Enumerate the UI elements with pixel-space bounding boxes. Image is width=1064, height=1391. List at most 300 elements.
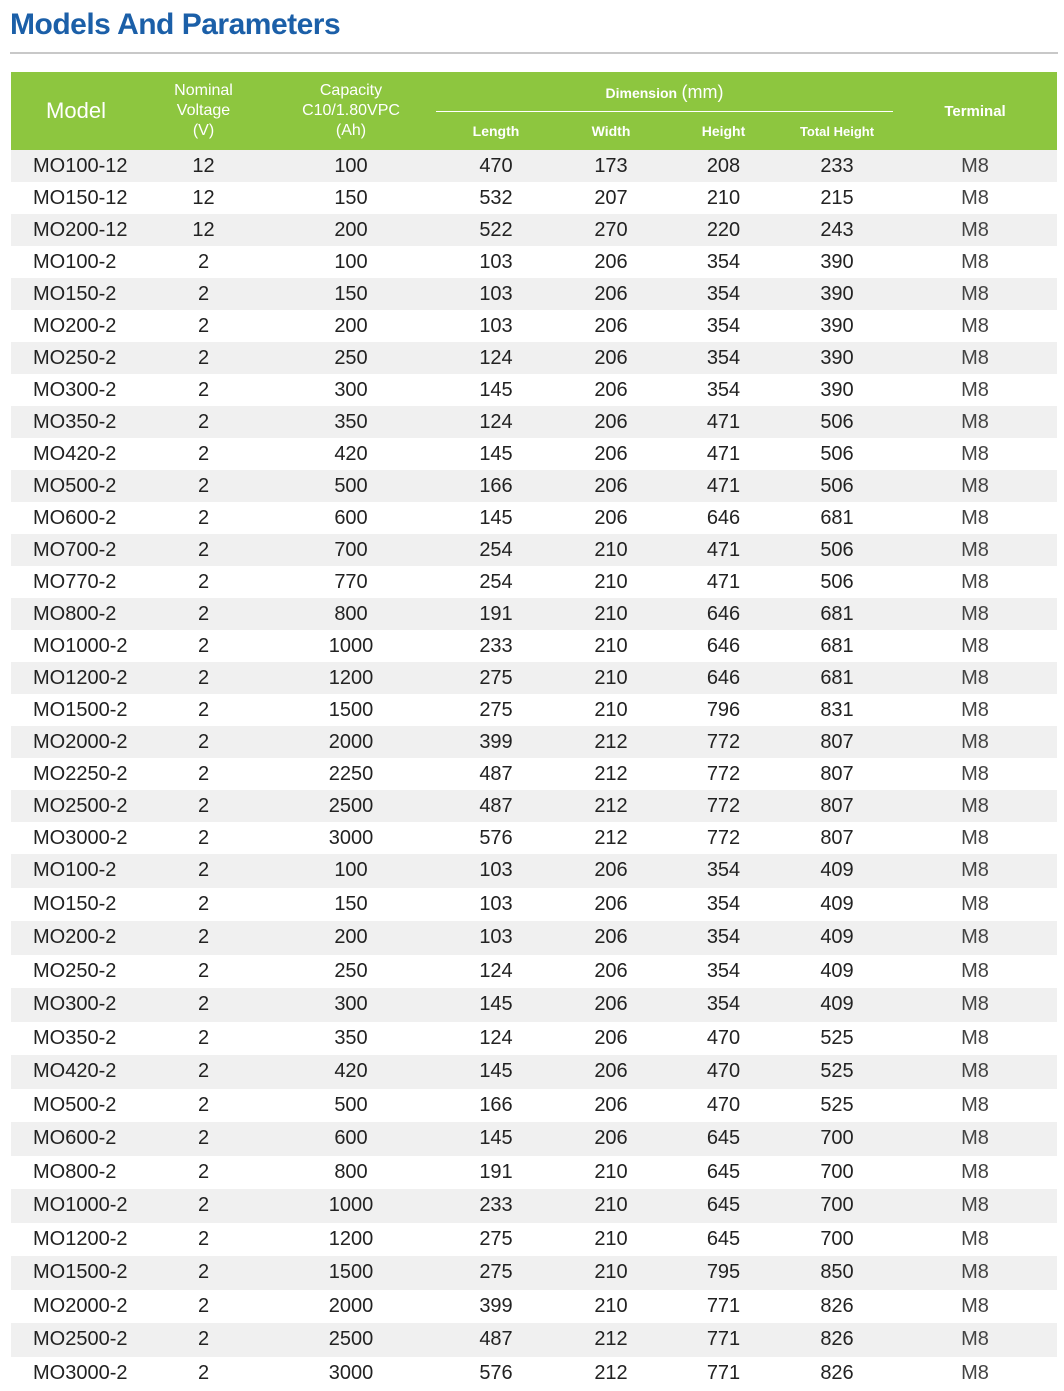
cell-total-height: 506 <box>781 470 893 502</box>
cell-voltage: 2 <box>141 1055 266 1089</box>
cell-length: 145 <box>436 988 556 1022</box>
cell-capacity: 200 <box>266 214 436 246</box>
cell-capacity: 500 <box>266 470 436 502</box>
table-row <box>11 1223 1057 1257</box>
cell-terminal: M8 <box>893 1357 1057 1391</box>
cell-width: 212 <box>556 1357 666 1391</box>
cell-terminal: M8 <box>893 1256 1057 1290</box>
table-row <box>11 470 1057 502</box>
cell-total-height: 409 <box>781 854 893 888</box>
cell-total-height: 831 <box>781 694 893 726</box>
header-voltage-line1: Nominal <box>174 82 233 99</box>
cell-model: MO1500-2 <box>11 1256 141 1290</box>
cell-width: 212 <box>556 822 666 854</box>
cell-total-height: 525 <box>781 1089 893 1123</box>
cell-model: MO2500-2 <box>11 790 141 822</box>
cell-length: 145 <box>436 374 556 406</box>
cell-capacity: 600 <box>266 502 436 534</box>
table-row <box>11 822 1057 854</box>
cell-voltage: 2 <box>141 1122 266 1156</box>
cell-voltage: 2 <box>141 630 266 662</box>
cell-length: 166 <box>436 1089 556 1123</box>
cell-capacity: 350 <box>266 406 436 438</box>
cell-total-height: 700 <box>781 1156 893 1190</box>
table-row <box>11 150 1057 182</box>
cell-height: 471 <box>666 406 781 438</box>
dimension-divider <box>436 111 893 112</box>
cell-terminal: M8 <box>893 758 1057 790</box>
cell-height: 772 <box>666 726 781 758</box>
title-divider <box>10 52 1058 54</box>
cell-total-height: 826 <box>781 1357 893 1391</box>
cell-width: 206 <box>556 1122 666 1156</box>
cell-total-height: 506 <box>781 534 893 566</box>
cell-model: MO100-2 <box>11 854 141 888</box>
cell-voltage: 12 <box>141 182 266 214</box>
cell-voltage: 2 <box>141 534 266 566</box>
cell-total-height: 506 <box>781 406 893 438</box>
cell-total-height: 506 <box>781 438 893 470</box>
cell-capacity: 1200 <box>266 662 436 694</box>
cell-width: 173 <box>556 150 666 182</box>
cell-terminal: M8 <box>893 921 1057 955</box>
cell-voltage: 2 <box>141 955 266 989</box>
table-row <box>11 246 1057 278</box>
table-row <box>11 1357 1057 1391</box>
cell-width: 210 <box>556 566 666 598</box>
table-row <box>11 1055 1057 1089</box>
models-table <box>11 72 1057 1390</box>
header-width: Width <box>556 112 666 150</box>
cell-model: MO250-2 <box>11 955 141 989</box>
cell-total-height: 409 <box>781 888 893 922</box>
cell-height: 796 <box>666 694 781 726</box>
cell-total-height: 215 <box>781 182 893 214</box>
cell-width: 210 <box>556 630 666 662</box>
cell-width: 206 <box>556 406 666 438</box>
cell-capacity: 300 <box>266 374 436 406</box>
cell-model: MO2000-2 <box>11 1290 141 1324</box>
cell-width: 210 <box>556 534 666 566</box>
header-capacity-line1: Capacity <box>319 82 383 99</box>
cell-width: 212 <box>556 758 666 790</box>
cell-total-height: 409 <box>781 921 893 955</box>
cell-model: MO420-2 <box>11 1055 141 1089</box>
cell-length: 103 <box>436 246 556 278</box>
header-voltage-line3: (V) <box>192 122 215 139</box>
cell-capacity: 200 <box>266 921 436 955</box>
cell-total-height: 390 <box>781 246 893 278</box>
cell-total-height: 681 <box>781 502 893 534</box>
cell-model: MO600-2 <box>11 502 141 534</box>
cell-model: MO770-2 <box>11 566 141 598</box>
table-row <box>11 502 1057 534</box>
cell-length: 124 <box>436 955 556 989</box>
cell-height: 354 <box>666 955 781 989</box>
cell-width: 206 <box>556 342 666 374</box>
cell-width: 210 <box>556 662 666 694</box>
cell-voltage: 2 <box>141 278 266 310</box>
cell-terminal: M8 <box>893 438 1057 470</box>
cell-length: 576 <box>436 1357 556 1391</box>
cell-height: 208 <box>666 150 781 182</box>
cell-terminal: M8 <box>893 1089 1057 1123</box>
cell-width: 206 <box>556 470 666 502</box>
cell-height: 772 <box>666 790 781 822</box>
cell-height: 645 <box>666 1122 781 1156</box>
cell-terminal: M8 <box>893 1022 1057 1056</box>
cell-voltage: 2 <box>141 854 266 888</box>
cell-length: 166 <box>436 470 556 502</box>
cell-voltage: 2 <box>141 822 266 854</box>
cell-length: 103 <box>436 921 556 955</box>
cell-length: 124 <box>436 406 556 438</box>
cell-voltage: 2 <box>141 598 266 630</box>
cell-capacity: 300 <box>266 988 436 1022</box>
cell-voltage: 2 <box>141 246 266 278</box>
cell-length: 275 <box>436 694 556 726</box>
cell-height: 771 <box>666 1290 781 1324</box>
table-row <box>11 694 1057 726</box>
cell-height: 210 <box>666 182 781 214</box>
cell-length: 191 <box>436 1156 556 1190</box>
cell-voltage: 2 <box>141 921 266 955</box>
cell-terminal: M8 <box>893 534 1057 566</box>
cell-width: 206 <box>556 1055 666 1089</box>
cell-height: 771 <box>666 1323 781 1357</box>
cell-length: 254 <box>436 566 556 598</box>
cell-capacity: 150 <box>266 888 436 922</box>
cell-width: 210 <box>556 1290 666 1324</box>
cell-model: MO2500-2 <box>11 1323 141 1357</box>
table-row <box>11 790 1057 822</box>
cell-length: 124 <box>436 342 556 374</box>
cell-total-height: 506 <box>781 566 893 598</box>
cell-terminal: M8 <box>893 988 1057 1022</box>
table-row <box>11 182 1057 214</box>
cell-model: MO150-2 <box>11 888 141 922</box>
header-capacity <box>266 72 436 150</box>
cell-terminal: M8 <box>893 630 1057 662</box>
header-length: Length <box>436 112 556 150</box>
cell-model: MO3000-2 <box>11 822 141 854</box>
cell-model: MO500-2 <box>11 470 141 502</box>
cell-total-height: 807 <box>781 790 893 822</box>
cell-length: 103 <box>436 278 556 310</box>
cell-terminal: M8 <box>893 150 1057 182</box>
header-height: Height <box>666 112 781 150</box>
cell-total-height: 390 <box>781 278 893 310</box>
cell-total-height: 700 <box>781 1122 893 1156</box>
cell-length: 576 <box>436 822 556 854</box>
cell-height: 354 <box>666 921 781 955</box>
cell-capacity: 800 <box>266 598 436 630</box>
table-row <box>11 1122 1057 1156</box>
table-row <box>11 662 1057 694</box>
cell-length: 145 <box>436 1122 556 1156</box>
table-row <box>11 598 1057 630</box>
cell-terminal: M8 <box>893 822 1057 854</box>
cell-width: 206 <box>556 888 666 922</box>
table-row <box>11 534 1057 566</box>
cell-voltage: 2 <box>141 502 266 534</box>
header-row-top <box>11 72 1057 112</box>
cell-height: 646 <box>666 598 781 630</box>
cell-terminal: M8 <box>893 1323 1057 1357</box>
cell-terminal: M8 <box>893 1223 1057 1257</box>
cell-model: MO350-2 <box>11 1022 141 1056</box>
cell-capacity: 150 <box>266 182 436 214</box>
cell-voltage: 2 <box>141 790 266 822</box>
table-row <box>11 758 1057 790</box>
cell-height: 771 <box>666 1357 781 1391</box>
cell-terminal: M8 <box>893 342 1057 374</box>
cell-height: 354 <box>666 988 781 1022</box>
cell-capacity: 250 <box>266 955 436 989</box>
cell-height: 354 <box>666 854 781 888</box>
cell-length: 487 <box>436 1323 556 1357</box>
cell-terminal: M8 <box>893 955 1057 989</box>
cell-model: MO250-2 <box>11 342 141 374</box>
cell-terminal: M8 <box>893 406 1057 438</box>
cell-length: 103 <box>436 310 556 342</box>
cell-capacity: 1500 <box>266 694 436 726</box>
cell-capacity: 500 <box>266 1089 436 1123</box>
cell-capacity: 100 <box>266 150 436 182</box>
header-model: Model <box>11 72 141 150</box>
cell-terminal: M8 <box>893 182 1057 214</box>
cell-length: 233 <box>436 630 556 662</box>
cell-height: 795 <box>666 1256 781 1290</box>
cell-capacity: 2250 <box>266 758 436 790</box>
cell-width: 206 <box>556 1089 666 1123</box>
cell-model: MO2000-2 <box>11 726 141 758</box>
cell-model: MO1200-2 <box>11 662 141 694</box>
table-row <box>11 374 1057 406</box>
cell-width: 206 <box>556 921 666 955</box>
table-row <box>11 1156 1057 1190</box>
cell-terminal: M8 <box>893 726 1057 758</box>
cell-capacity: 700 <box>266 534 436 566</box>
table-body <box>11 150 1057 1390</box>
cell-model: MO420-2 <box>11 438 141 470</box>
cell-voltage: 2 <box>141 1089 266 1123</box>
cell-model: MO300-2 <box>11 988 141 1022</box>
table-row <box>11 888 1057 922</box>
cell-voltage: 2 <box>141 342 266 374</box>
cell-voltage: 12 <box>141 214 266 246</box>
cell-terminal: M8 <box>893 566 1057 598</box>
cell-model: MO300-2 <box>11 374 141 406</box>
cell-terminal: M8 <box>893 374 1057 406</box>
cell-model: MO1500-2 <box>11 694 141 726</box>
cell-voltage: 2 <box>141 1357 266 1391</box>
table-row <box>11 278 1057 310</box>
cell-height: 646 <box>666 630 781 662</box>
cell-terminal: M8 <box>893 214 1057 246</box>
cell-total-height: 807 <box>781 758 893 790</box>
table-row <box>11 921 1057 955</box>
cell-capacity: 350 <box>266 1022 436 1056</box>
cell-total-height: 681 <box>781 630 893 662</box>
cell-terminal: M8 <box>893 1156 1057 1190</box>
cell-voltage: 2 <box>141 470 266 502</box>
cell-terminal: M8 <box>893 888 1057 922</box>
cell-height: 772 <box>666 822 781 854</box>
cell-terminal: M8 <box>893 470 1057 502</box>
cell-length: 275 <box>436 1256 556 1290</box>
cell-height: 471 <box>666 566 781 598</box>
cell-capacity: 420 <box>266 438 436 470</box>
cell-model: MO500-2 <box>11 1089 141 1123</box>
cell-model: MO200-2 <box>11 921 141 955</box>
cell-length: 275 <box>436 1223 556 1257</box>
cell-total-height: 826 <box>781 1323 893 1357</box>
cell-height: 354 <box>666 374 781 406</box>
cell-height: 470 <box>666 1089 781 1123</box>
table-row <box>11 1089 1057 1123</box>
cell-length: 275 <box>436 662 556 694</box>
cell-width: 210 <box>556 1156 666 1190</box>
table-row <box>11 1323 1057 1357</box>
cell-voltage: 2 <box>141 1189 266 1223</box>
table-row <box>11 342 1057 374</box>
cell-terminal: M8 <box>893 598 1057 630</box>
cell-height: 645 <box>666 1189 781 1223</box>
cell-capacity: 150 <box>266 278 436 310</box>
cell-width: 206 <box>556 988 666 1022</box>
cell-total-height: 807 <box>781 822 893 854</box>
table-row <box>11 1022 1057 1056</box>
cell-capacity: 2000 <box>266 1290 436 1324</box>
cell-capacity: 770 <box>266 566 436 598</box>
header-capacity-line2: C10/1.80VPC <box>302 102 400 119</box>
table-row <box>11 726 1057 758</box>
cell-terminal: M8 <box>893 246 1057 278</box>
cell-length: 191 <box>436 598 556 630</box>
cell-length: 399 <box>436 726 556 758</box>
cell-capacity: 100 <box>266 854 436 888</box>
table-row <box>11 310 1057 342</box>
cell-height: 354 <box>666 278 781 310</box>
cell-model: MO150-2 <box>11 278 141 310</box>
table-row <box>11 406 1057 438</box>
cell-capacity: 200 <box>266 310 436 342</box>
cell-capacity: 100 <box>266 246 436 278</box>
cell-length: 233 <box>436 1189 556 1223</box>
cell-model: MO100-2 <box>11 246 141 278</box>
cell-width: 212 <box>556 1323 666 1357</box>
cell-length: 470 <box>436 150 556 182</box>
cell-capacity: 2000 <box>266 726 436 758</box>
cell-width: 270 <box>556 214 666 246</box>
cell-width: 206 <box>556 278 666 310</box>
table-row <box>11 955 1057 989</box>
cell-total-height: 826 <box>781 1290 893 1324</box>
cell-capacity: 2500 <box>266 790 436 822</box>
cell-capacity: 1200 <box>266 1223 436 1257</box>
header-dimension-title: Dimension <box>605 84 678 101</box>
cell-length: 532 <box>436 182 556 214</box>
cell-height: 645 <box>666 1223 781 1257</box>
cell-model: MO150-12 <box>11 182 141 214</box>
cell-length: 487 <box>436 790 556 822</box>
cell-height: 646 <box>666 662 781 694</box>
cell-capacity: 1000 <box>266 1189 436 1223</box>
header-capacity-line3: (Ah) <box>335 122 367 139</box>
cell-width: 210 <box>556 1256 666 1290</box>
cell-terminal: M8 <box>893 1290 1057 1324</box>
cell-height: 471 <box>666 534 781 566</box>
cell-length: 145 <box>436 502 556 534</box>
table-row <box>11 1290 1057 1324</box>
cell-voltage: 2 <box>141 694 266 726</box>
cell-terminal: M8 <box>893 502 1057 534</box>
cell-voltage: 2 <box>141 1256 266 1290</box>
table-row <box>11 214 1057 246</box>
cell-model: MO200-2 <box>11 310 141 342</box>
header-terminal: Terminal <box>893 72 1057 150</box>
cell-length: 145 <box>436 438 556 470</box>
cell-width: 206 <box>556 246 666 278</box>
cell-height: 471 <box>666 438 781 470</box>
cell-height: 354 <box>666 342 781 374</box>
cell-width: 212 <box>556 790 666 822</box>
cell-width: 206 <box>556 502 666 534</box>
header-dimension <box>436 72 893 112</box>
cell-model: MO700-2 <box>11 534 141 566</box>
cell-total-height: 700 <box>781 1189 893 1223</box>
cell-height: 772 <box>666 758 781 790</box>
cell-total-height: 390 <box>781 310 893 342</box>
header-voltage-line2: Voltage <box>176 102 231 119</box>
cell-terminal: M8 <box>893 694 1057 726</box>
table-row <box>11 1256 1057 1290</box>
table-row <box>11 630 1057 662</box>
cell-total-height: 681 <box>781 662 893 694</box>
cell-capacity: 600 <box>266 1122 436 1156</box>
cell-model: MO800-2 <box>11 1156 141 1190</box>
cell-voltage: 2 <box>141 310 266 342</box>
cell-width: 210 <box>556 694 666 726</box>
cell-width: 212 <box>556 726 666 758</box>
cell-capacity: 1000 <box>266 630 436 662</box>
cell-terminal: M8 <box>893 790 1057 822</box>
header-dimension-unit: (mm) <box>681 81 724 102</box>
cell-width: 207 <box>556 182 666 214</box>
table-row <box>11 988 1057 1022</box>
cell-total-height: 525 <box>781 1022 893 1056</box>
header-total-height: Total Height <box>781 112 893 150</box>
cell-length: 124 <box>436 1022 556 1056</box>
table-row <box>11 854 1057 888</box>
cell-width: 206 <box>556 854 666 888</box>
cell-capacity: 420 <box>266 1055 436 1089</box>
cell-height: 220 <box>666 214 781 246</box>
cell-model: MO1000-2 <box>11 630 141 662</box>
cell-voltage: 2 <box>141 1223 266 1257</box>
cell-total-height: 807 <box>781 726 893 758</box>
cell-total-height: 233 <box>781 150 893 182</box>
cell-total-height: 409 <box>781 988 893 1022</box>
cell-total-height: 850 <box>781 1256 893 1290</box>
cell-width: 210 <box>556 1189 666 1223</box>
cell-model: MO600-2 <box>11 1122 141 1156</box>
cell-total-height: 390 <box>781 342 893 374</box>
cell-terminal: M8 <box>893 1189 1057 1223</box>
cell-voltage: 2 <box>141 406 266 438</box>
table-row <box>11 438 1057 470</box>
